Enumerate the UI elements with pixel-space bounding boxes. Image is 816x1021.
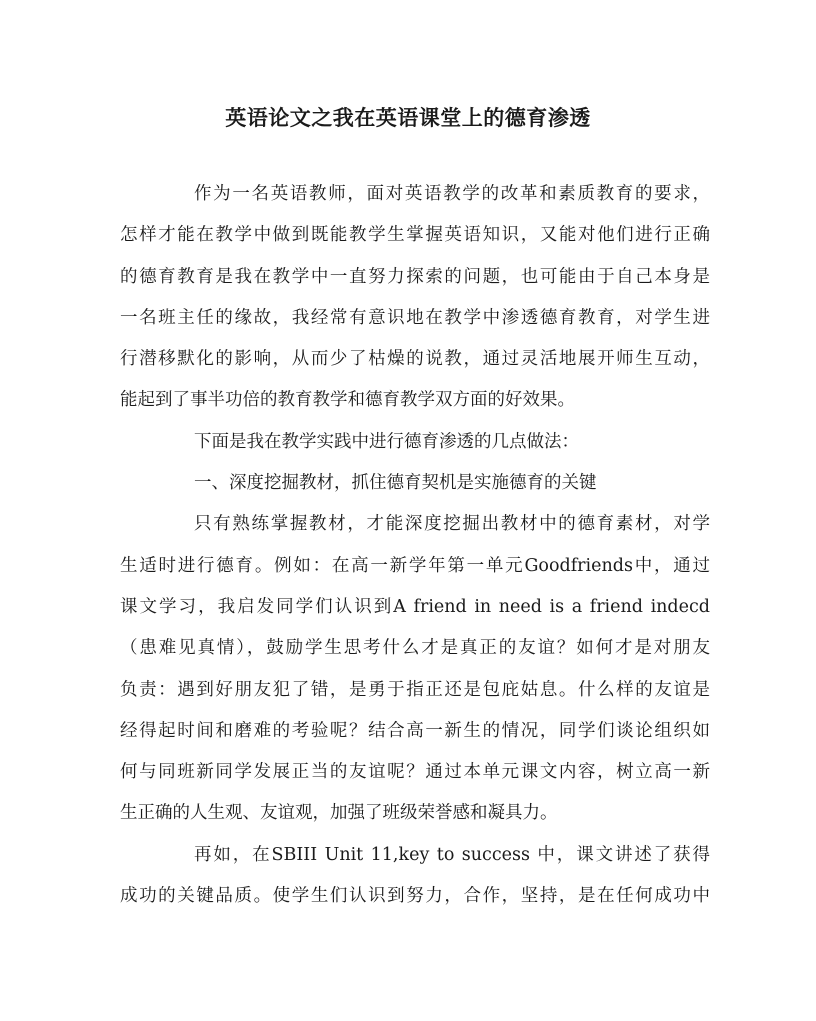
paragraph-line: 课文学习，我启发同学们认识到A friend in need is a friend indecd (120, 596, 710, 617)
paragraph-line: 能起到了事半功倍的教育教学和德育教学双方面的好效果。 (120, 390, 575, 411)
paragraph-line: （患难见真情），鼓励学生思考什么才是真正的友谊？如何才是对朋友 (120, 638, 710, 659)
paragraph-line: 经得起时间和磨难的考验呢？结合高一新生的情况，同学们谈论组织如 (120, 720, 710, 741)
paragraph-line: 何与同班新同学发展正当的友谊呢？通过本单元课文内容，树立高一新 (120, 762, 710, 783)
paragraph-line: 一名班主任的缘故，我经常有意识地在教学中渗透德育教育，对学生进 (120, 307, 710, 328)
paragraph-line: 的德育教育是我在教学中一直努力探索的问题，也可能由于自己本身是 (120, 266, 710, 287)
paragraph-line: 再如，在SBIII Unit 11,key to success 中，课文讲述了获得 (194, 844, 710, 865)
paragraph-line: 作为一名英语教师，面对英语教学的改革和素质教育的要求， (194, 184, 710, 204)
document-body (120, 180, 710, 923)
paragraph-line: 生适时进行德育。例如：在高一新学年第一单元Goodfriends中，通过 (120, 555, 710, 576)
section-heading: 一、深度挖掘教材，抓住德育契机是实施德育的关键 (194, 473, 597, 494)
paragraph-line: 生正确的人生观、友谊观，加强了班级荣誉感和凝具力。 (120, 803, 558, 824)
paragraph-line: 怎样才能在教学中做到既能教学生掌握英语知识，又能对他们进行正确 (120, 225, 710, 246)
paragraph-line: 只有熟练掌握教材，才能深度挖掘出教材中的德育素材，对学 (194, 514, 710, 535)
paragraph-line: 下面是我在教学实践中进行德育渗透的几点做法： (194, 431, 579, 452)
paragraph-line: 成功的关键品质。使学生们认识到努力，合作，坚持，是在任何成功中 (120, 886, 710, 907)
paragraph-line: 负责：遇到好朋友犯了错，是勇于指正还是包庇姑息。什么样的友谊是 (120, 679, 710, 700)
paragraph-line: 行潜移默化的影响，从而少了枯燥的说教，通过灵活地展开师生互动， (120, 349, 710, 370)
document-title: 英语论文之我在英语课堂上的德育渗透 (225, 105, 591, 130)
